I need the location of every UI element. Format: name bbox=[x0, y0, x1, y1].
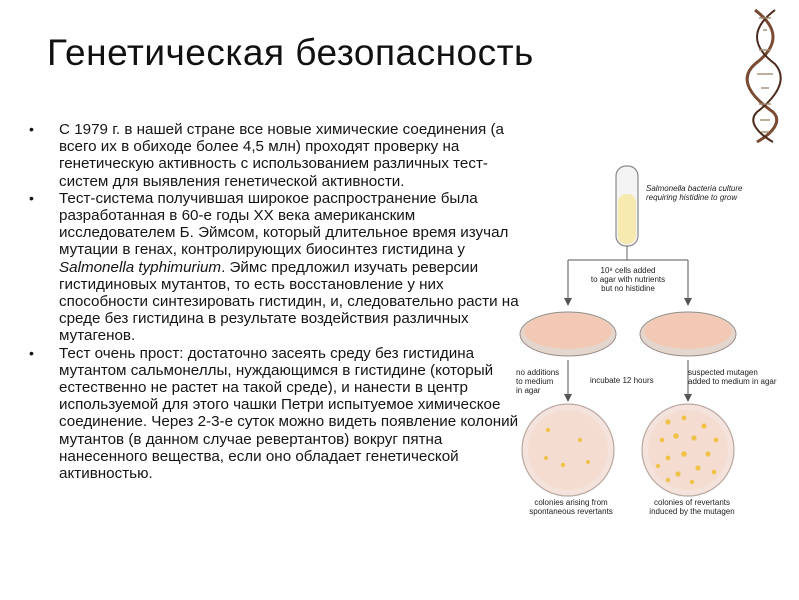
bullet-text: Тест очень прост: достаточно засеять среду без гистидина мутантом сальмонеллы, нуждающимся в гистидине (который естественно не растет на такой среде), и нанести в центр используемой для этого чашки Петри испытуемое химическое соединение. Через 2-3-е суток можно видеть появление колоний мутантов (в данном случае ревертантов) вокруг пятна нанесенного вещества, если оно обладает генетической активностью. bbox=[59, 344, 519, 483]
plate-spontaneous-icon bbox=[522, 404, 614, 496]
plate-induced-icon bbox=[642, 404, 734, 496]
culture-label: Salmonella bacteria culture requiring histidine to grow bbox=[646, 184, 743, 202]
mutagen-label: suspected mutagen added to medium in agar bbox=[688, 368, 777, 386]
bullet-dot: • bbox=[29, 189, 34, 206]
bullet-item bbox=[20, 190, 520, 345]
bullet-dot: • bbox=[29, 344, 34, 361]
bullet-item bbox=[20, 345, 520, 483]
bullet-text: С 1979 г. в нашей стране все новые химические соединения (а всего их в обиходе более 4,5 млн) проходят проверку на генетическую активность с использованием различных тест-систем для выявления генетической активности. bbox=[59, 121, 504, 190]
petri-dish-left-icon bbox=[520, 312, 616, 356]
slide-title: Генетическая безопасность bbox=[47, 32, 534, 73]
bullet-text-end: . Эймс предложил изучать реверсии гистидиновых мутантов, то есть восстановление у них способности синтезировать гистидин, и, следовательно расти на среде без гистидина в результате воздействия различных мутагенов. bbox=[59, 258, 519, 345]
species-name: Salmonella typhimurium bbox=[59, 258, 222, 276]
no-additions-label: no additions to medium in agar bbox=[516, 368, 560, 395]
petri-dish-right-icon bbox=[640, 312, 736, 356]
cells-label: 10⁸ cells added to agar with nutrients but no histidine bbox=[590, 266, 666, 293]
bullet-text-start: Тест-система получившая широкое распространение была разработанная в 60-е годы XX века американским исследователем Б. Эймсом, который длительное время изучал мутации в генах, контролирующих биосинтез гистидина у bbox=[59, 189, 509, 259]
test-tube-icon bbox=[616, 166, 638, 260]
dna-helix-icon bbox=[745, 8, 785, 144]
spontaneous-label: colonies arising from spontaneous revertants bbox=[529, 498, 613, 516]
bullet-list bbox=[20, 121, 520, 482]
ames-test-figure bbox=[508, 160, 799, 530]
incubate-label: incubate 12 hours bbox=[590, 376, 654, 385]
bullet-item bbox=[20, 121, 520, 190]
bullet-dot: • bbox=[29, 121, 34, 137]
induced-label: colonies of revertants induced by the mutagen bbox=[649, 498, 735, 516]
